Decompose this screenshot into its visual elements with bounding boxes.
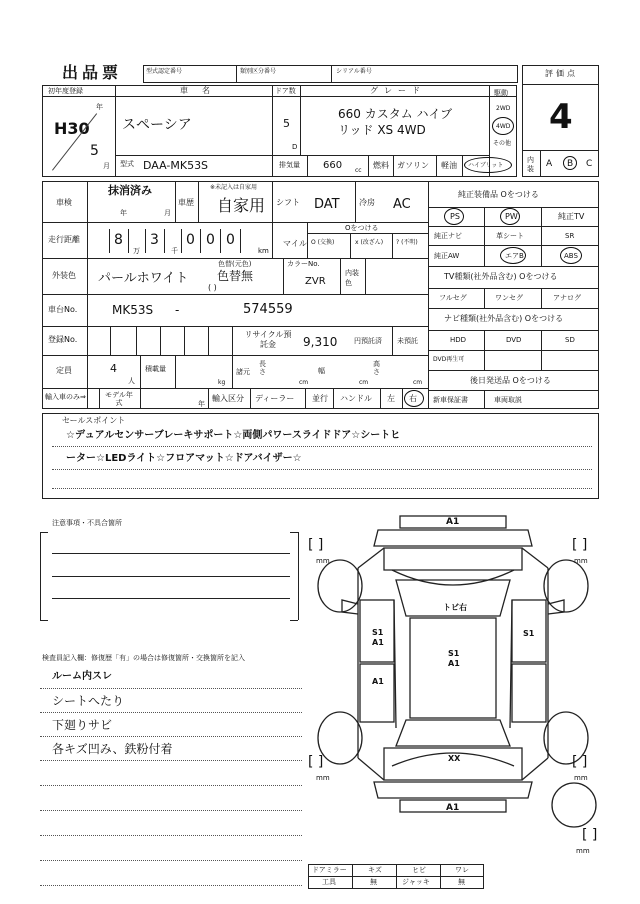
ac-label: 冷房 xyxy=(359,198,375,207)
chassis-prefix: MK53S xyxy=(112,303,154,317)
serial-no-label: シリアル番号 xyxy=(336,68,372,75)
color-label: 外装色 xyxy=(52,271,76,280)
equip-airbag-circle xyxy=(500,247,526,264)
navi-hdd: HDD xyxy=(450,336,467,344)
caution-label: 注意事項・不具合箇所 xyxy=(52,519,122,527)
handle-left: 左 xyxy=(387,394,395,403)
import-dealer: ディーラー xyxy=(255,394,295,403)
first-reg-month: 5 xyxy=(90,143,99,159)
mark-roof: S1 A1 xyxy=(448,649,460,668)
height-label: 高さ xyxy=(373,360,380,376)
tv-fullseg: フルセグ xyxy=(439,294,467,302)
tire-rl-unit: mm xyxy=(316,774,330,782)
width-label: 幅 xyxy=(318,367,325,375)
equip-aw: 純正AW xyxy=(434,252,460,260)
inspector-label: 検査員記入欄：修復歴「有」の場合は修復箇所・交換箇所を記入 xyxy=(42,654,245,662)
genuine-header: 純正装備品 Oをつける xyxy=(458,190,539,199)
grade-label: グレード xyxy=(370,86,426,95)
color-change-value: 色替無 xyxy=(217,269,254,283)
equip-pw-circle xyxy=(500,208,520,225)
drive-other: その他 xyxy=(493,140,512,147)
equip-sr: SR xyxy=(565,232,575,240)
meter-tamper: x (改ざん) xyxy=(355,239,384,246)
tire-fl-bracket: [ ] xyxy=(308,537,324,553)
color-change-label: 色替(元色) xyxy=(218,260,252,268)
car-damage-diagram xyxy=(300,508,610,838)
reg-no-label: 登録No. xyxy=(48,335,78,344)
mileage-digit-5: 0 xyxy=(226,232,235,248)
mark-left-front-door: S1 A1 xyxy=(372,628,384,647)
equip-abs: ABS xyxy=(564,252,578,260)
legend-label-1: ドアミラー xyxy=(312,866,347,874)
shift-label: シフト xyxy=(276,198,300,207)
fuel-hybrid-circle xyxy=(464,157,512,173)
sales-points-label: セールスポイント xyxy=(62,416,126,425)
import-parallel: 並行 xyxy=(312,394,328,403)
class-no-label: 類別区分番号 xyxy=(240,68,277,75)
note-line-1: ルーム内スレ xyxy=(52,671,112,682)
mark-front-bumper: A1 xyxy=(446,517,460,527)
ac-value: AC xyxy=(393,197,411,212)
grade-line2: リッド XS 4WD xyxy=(338,123,426,137)
note-line-2: シートへたり xyxy=(52,694,125,708)
recycle-label: リサイクル預託金 xyxy=(244,330,292,349)
handle-right-circle xyxy=(404,390,424,407)
year-mark: 年 xyxy=(96,103,103,111)
shift-value: DAT xyxy=(314,197,340,212)
navi-sd: SD xyxy=(565,336,575,344)
mileage-digit-3: 0 xyxy=(186,232,195,248)
car-name: スペーシア xyxy=(122,117,192,133)
load-label: 積載量 xyxy=(145,365,166,373)
meter-circle-note: Oをつける xyxy=(345,224,379,232)
tv-header: TV種類(社外品含む) Oをつける xyxy=(444,272,558,281)
width-unit: cm xyxy=(359,379,369,386)
grade-line1: 660 カスタム ハイブ xyxy=(338,107,453,121)
mark-right-front-door: S1 xyxy=(523,629,535,638)
tv-analog: アナログ xyxy=(553,294,581,302)
equip-airbag: エアB xyxy=(505,252,524,260)
later-warranty: 新車保証書 xyxy=(433,396,468,404)
interior-grade-c: C xyxy=(586,159,593,169)
interior-color-label: 内装色 xyxy=(345,269,359,287)
handle-right: 右 xyxy=(409,394,417,403)
meter-exchange: O (交換) xyxy=(311,239,335,246)
dims-label: 諸元 xyxy=(236,368,250,376)
displacement-label: 排気量 xyxy=(279,161,300,169)
sales-point-line1: ☆デュアルセンサーブレーキサポート☆両側パワースライドドア☆シートヒ xyxy=(66,430,401,441)
height-unit: cm xyxy=(413,379,423,386)
recycle-unit: 円預託済 xyxy=(354,337,382,345)
color-value: パールホワイト xyxy=(98,271,189,286)
length-unit: cm xyxy=(299,379,309,386)
drive-4wd: 4WD xyxy=(496,123,511,130)
drive-4wd-circle xyxy=(492,117,514,135)
mile-label: マイル xyxy=(283,239,307,248)
tire-rr-bracket: [ ] xyxy=(572,754,588,770)
doors-suffix: D xyxy=(292,143,298,151)
doors-value: 5 xyxy=(283,117,290,130)
doors-label: ドア数 xyxy=(275,87,296,95)
chassis-number: 574559 xyxy=(243,302,293,317)
equip-ps-circle xyxy=(444,208,464,225)
navi-header: ナビ種類(社外品含む) Oをつける xyxy=(444,314,564,323)
mark-rear-bumper: A1 xyxy=(446,803,460,813)
length-label: 長さ xyxy=(259,360,266,376)
handle-label: ハンドル xyxy=(340,394,372,403)
note-line-3: 下廻りサビ xyxy=(52,718,113,732)
equip-pw: PW xyxy=(505,212,518,221)
page-title: 出品票 xyxy=(62,63,123,82)
chassis-label: 車台No. xyxy=(48,305,78,314)
import-class-label: 輸入区分 xyxy=(212,394,244,403)
mark-left-rear-door: A1 xyxy=(372,677,384,686)
displacement-value: 660 xyxy=(323,160,343,171)
rating-label: 評価点 xyxy=(545,69,578,78)
interior-label: 内装 xyxy=(527,156,534,173)
later-manual: 車両取説 xyxy=(494,396,522,404)
tire-rl-bracket: [ ] xyxy=(308,754,324,770)
navi-dvd: DVD xyxy=(506,336,522,344)
legend-value-1: 工具 xyxy=(322,878,336,886)
equip-navi: 純正ナビ xyxy=(434,232,462,240)
capacity-value: 4 xyxy=(110,362,117,375)
interior-grade-a: A xyxy=(546,159,553,169)
recycle-value: 9,310 xyxy=(303,335,338,349)
note-line-4: 各キズ凹み、鉄粉付着 xyxy=(52,742,173,756)
shaken-year-mark: 年 xyxy=(120,209,127,217)
interior-grade-b: B xyxy=(567,159,574,169)
model-year-label: モデル年式 xyxy=(105,391,133,407)
mark-tailgate: XX xyxy=(448,754,461,763)
mileage-sen: 千 xyxy=(171,247,178,255)
first-reg-year: H30 xyxy=(54,119,90,138)
legend-value-4: 無 xyxy=(458,878,465,886)
recycle-status: 未預託 xyxy=(397,337,418,345)
legend-value-2: 無 xyxy=(370,878,377,886)
legend-label-3: ヒビ xyxy=(412,866,426,874)
history-value: 自家用 xyxy=(217,196,266,215)
meter-unknown: ? (不明) xyxy=(396,239,418,246)
mileage-label: 走行距離 xyxy=(48,235,80,244)
legend-value-3: ジャッキ xyxy=(402,878,430,886)
mileage-km: km xyxy=(258,247,269,255)
tire-spare-bracket: [ ] xyxy=(582,827,598,843)
tire-rr-unit: mm xyxy=(574,774,588,782)
model-year-mark: 年 xyxy=(198,400,205,408)
chassis-dash: - xyxy=(175,303,180,317)
load-unit: kg xyxy=(218,379,226,386)
fuel-label: 燃料 xyxy=(373,161,389,170)
first-reg-label: 初年度登録 xyxy=(48,87,83,95)
capacity-unit: 人 xyxy=(128,377,135,385)
shaken-value: 抹消済み xyxy=(108,184,152,197)
fuel-diesel: 軽油 xyxy=(441,161,457,170)
equip-tv: 純正TV xyxy=(558,212,585,221)
rating-score: 4 xyxy=(549,97,573,137)
equip-ps: PS xyxy=(450,212,460,221)
history-label: 車歴 xyxy=(178,198,194,207)
type-label: 型式 xyxy=(120,160,134,168)
shaken-label: 車検 xyxy=(56,198,72,207)
legend-label-2: キズ xyxy=(368,866,382,874)
form-no-label: 型式認定番号 xyxy=(146,68,183,75)
fuel-gasoline: ガソリン xyxy=(397,161,429,170)
fuel-hybrid: ハイブリット xyxy=(468,162,504,169)
history-note: ※未記入は自家用 xyxy=(210,184,258,191)
mileage-man: 万 xyxy=(133,247,140,255)
drive-2wd: 2WD xyxy=(496,105,511,112)
capacity-label: 定員 xyxy=(56,366,72,375)
shaken-month-mark: 月 xyxy=(164,209,171,217)
tire-fr-bracket: [ ] xyxy=(572,537,588,553)
mileage-digit-4: 0 xyxy=(206,232,215,248)
color-no-label: カラーNo. xyxy=(287,260,320,268)
later-header: 後日発送品 Oをつける xyxy=(470,376,551,385)
tire-fr-unit: mm xyxy=(574,557,588,565)
interior-grade-circle xyxy=(563,156,577,170)
equip-leather: 革シート xyxy=(496,232,524,240)
sales-point-line2: ーター☆LEDライト☆フロアマット☆ドアバイザー☆ xyxy=(66,453,302,464)
displacement-unit: cc xyxy=(355,167,362,174)
mark-windshield: トビ右 xyxy=(443,603,467,612)
import-label: 輸入車のみ⇒ xyxy=(45,393,86,401)
drive-label: 駆動 xyxy=(494,89,508,97)
dvd-playable: DVD再生可 xyxy=(433,356,465,363)
legend-label-4: ワレ xyxy=(455,866,469,874)
tire-spare-unit: mm xyxy=(576,847,590,855)
type-value: DAA-MK53S xyxy=(143,159,209,172)
tire-fl-unit: mm xyxy=(316,557,330,565)
mileage-digit-1: 8 xyxy=(114,232,123,248)
tv-oneseg: ワンセグ xyxy=(495,294,523,302)
color-no-value: ZVR xyxy=(305,276,326,287)
mileage-digit-2: 3 xyxy=(150,232,159,248)
color-paren: ( ) xyxy=(208,283,217,292)
equip-abs-circle xyxy=(560,247,582,264)
car-name-label: 車名 xyxy=(180,86,224,95)
month-mark: 月 xyxy=(103,162,110,170)
